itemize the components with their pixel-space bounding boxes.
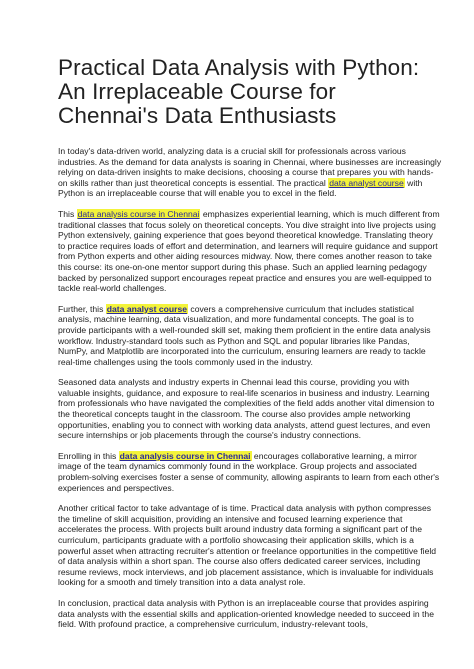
course-link[interactable]: data analyst course [106, 303, 188, 314]
paragraph-1 [58, 146, 442, 199]
paragraph-7 [58, 598, 442, 630]
paragraph-text: covers a comprehensive curriculum that includes statistical analysis, machine learning, data visualization, and more fundamental concepts. The goal is to provide participants with a well-rounded skill set, making them proficient in the entire data analysis workflow. Industry-standard tools such as Python and SQL and popular libraries like Pandas, NumPy, and Matplotlib are incorporated into the curriculum, ensuring learners are ready to tackle real-time challenges using the tools commonly used in the industry. [58, 303, 431, 367]
paragraph-6 [58, 503, 442, 588]
paragraph-3 [58, 304, 442, 368]
paragraph-5 [58, 451, 442, 493]
paragraph-text: Seasoned data analysts and industry experts in Chennai lead this course, providing you with valuable insights, guidance, and exposure to real-life scenarios in business and industry. Learning from professionals who have navigated the complexities of the field adds another vital dimension to the theoretical concepts taught in the classroom. The course also provides ample networking opportunities, enabling you to connect with working data analysts, attend guest lectures, and even secure internships or job placements through the course's industry connections. [58, 377, 435, 441]
paragraph-text: Enrolling in this [58, 450, 119, 461]
paragraph-text: In today's data-driven world, analyzing data is a crucial skill for professionals across various industries. As the demand for data analysts is soaring in Chennai, where businesses are increasingly relying on data-driven insights to make decisions, choosing a course that prepares you with hands-on skills rather than just theoretical concepts is essential. The practical [58, 146, 442, 188]
paragraph-2 [58, 209, 442, 294]
paragraph-text: This [58, 208, 77, 219]
paragraph-4 [58, 377, 442, 441]
course-link[interactable]: data analyst course [329, 177, 404, 188]
paragraph-text: Another critical factor to take advantage of is time. Practical data analysis with python compresses the timeline of skill acquisition, providing an intensive and focused learning experience that accelerates the process. With projects built around industry data forming a significant part of the curriculum, participants graduate with a portfolio showcasing their application skills, which is a powerful asset when attracting recruiter's attention or freelance opportunities in the competitive field of data analysis within a short span. The course also offers dedicated career services, including resume reviews, mock interviews, and job placement assistance, which is invaluable for individuals looking for a smooth and timely transition into a data analyst role. [58, 503, 437, 588]
paragraph-text: In conclusion, practical data analysis with Python is an irreplaceable course that provides aspiring data analysts with the essential skills and application-oriented knowledge needed to succeed in the field. With profound practice, a comprehensive curriculum, industry-relevant tools, [58, 597, 434, 630]
paragraph-text: with Python is an irreplaceable course that will enable you to excel in the field. [58, 177, 423, 199]
paragraph-text: encourages collaborative learning, a mirror image of the team dynamics commonly found in the workplace. Group projects and associated problem-solving exercises foster a sense of community, allowing aspirants to learn from each other's experiences and perspectives. [58, 450, 440, 493]
paragraph-text: Further, this [58, 303, 106, 314]
course-link[interactable]: data analysis course in Chennai [77, 208, 200, 219]
page-title: Practical Data Analysis with Python: An Irreplaceable Course for Chennai's Data Enthusiasts [58, 55, 420, 128]
paragraph-text: emphasizes experiential learning, which is much different from traditional classes that focus solely on theoretical concepts. You dive straight into live projects using Python extensively, gaining experience that goes beyond theoretical knowledge. Translating theory to practice requires loads of effort and determination, and learners will require guidance and support from Python experts and other aiding resources midway. Now, there comes another reason to take this course: its one-on-one mentor support during this phase. Such an applied learning pedagogy backed by personalized support encourages repeat practice and ensures you are well-equipped to tackle real-world challenges. [58, 208, 440, 294]
course-link[interactable]: data analysis course in Chennai [119, 450, 251, 461]
